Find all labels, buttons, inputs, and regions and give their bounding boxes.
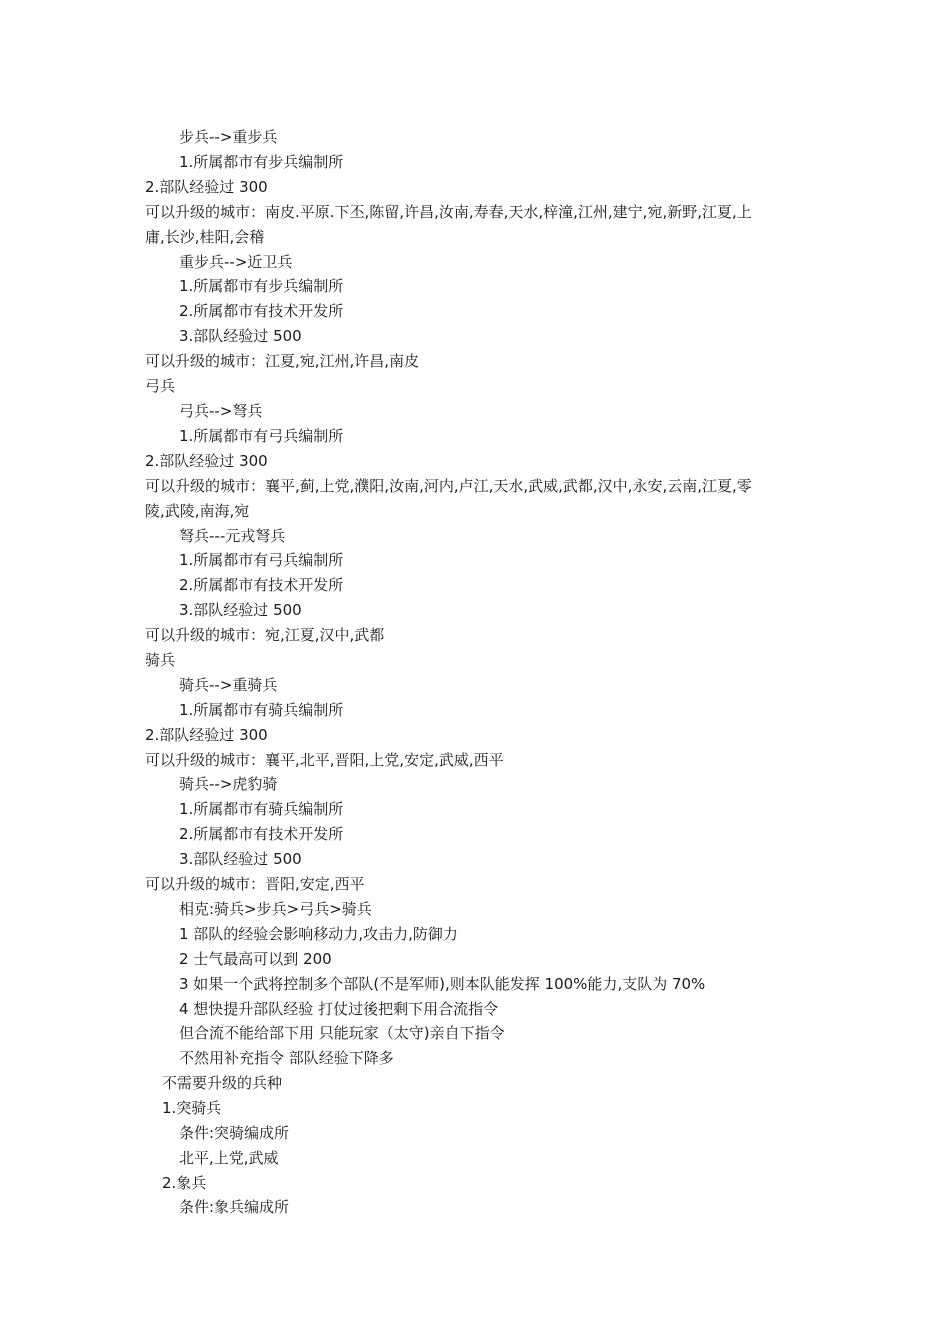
text-line: 2.部队经验过 300	[145, 178, 268, 196]
text-line: 北平,上党,武威	[179, 1149, 279, 1167]
text-line: 可以升级的城市：江夏,宛,江州,许昌,南皮	[145, 352, 420, 370]
text-line: 4 想快提升部队经验 打仗过後把剩下用合流指令	[179, 1000, 499, 1018]
text-line: 1.所属都市有步兵编制所	[179, 277, 344, 295]
text-line: 1.所属都市有步兵编制所	[179, 153, 344, 171]
text-line: 可以升级的城市：宛,江夏,汉中,武都	[145, 626, 385, 644]
text-line: 2.所属都市有技术开发所	[179, 302, 344, 320]
text-line: 1.所属都市有骑兵编制所	[179, 701, 344, 719]
text-line: 2 士气最高可以到 200	[179, 950, 332, 968]
text-line: 1.所属都市有骑兵编制所	[179, 800, 344, 818]
text-line: 弩兵---元戎弩兵	[179, 527, 286, 545]
text-line: 3 如果一个武将控制多个部队(不是军师),则本队能发挥 100%能力,支队为 70%	[179, 975, 706, 993]
text-line: 骑兵-->重骑兵	[179, 676, 278, 694]
section-heading: 骑兵	[145, 651, 176, 669]
text-line: 2.所属都市有技术开发所	[179, 825, 344, 843]
text-line: 1 部队的经验会影响移动力,攻击力,防御力	[179, 925, 458, 943]
section-heading: 不需要升级的兵种	[162, 1074, 283, 1092]
text-line: 1.所属都市有弓兵编制所	[179, 427, 344, 445]
text-line: 条件:象兵编成所	[179, 1198, 290, 1216]
text-line: 2.象兵	[162, 1174, 207, 1192]
text-line: 可以升级的城市：晋阳,安定,西平	[145, 875, 365, 893]
text-line: 陵,武陵,南海,宛	[145, 502, 250, 520]
text-line: 可以升级的城市：南皮.平原.下丕,陈留,许昌,汝南,寿春,天水,梓潼,江州,建宁,宛,新野,江夏,上	[145, 203, 752, 221]
text-line: 1.所属都市有弓兵编制所	[179, 551, 344, 569]
text-line: 步兵-->重步兵	[179, 128, 278, 146]
text-line: 骑兵-->虎豹骑	[179, 775, 278, 793]
text-line: 条件:突骑编成所	[179, 1124, 290, 1142]
text-line: 庸,长沙,桂阳,会稽	[145, 228, 265, 246]
text-line: 可以升级的城市：襄平,蓟,上党,濮阳,汝南,河内,卢江,天水,武威,武都,汉中,永安,云南,江夏,零	[145, 477, 752, 495]
text-line: 但合流不能给部下用 只能玩家（太守)亲自下指令	[179, 1024, 505, 1042]
text-line: 相克:骑兵>步兵>弓兵>骑兵	[179, 900, 372, 918]
text-line: 2.部队经验过 300	[145, 452, 268, 470]
text-line: 可以升级的城市：襄平,北平,晋阳,上党,安定,武威,西平	[145, 751, 504, 769]
text-line: 3.部队经验过 500	[179, 850, 302, 868]
text-line: 3.部队经验过 500	[179, 601, 302, 619]
text-line: 3.部队经验过 500	[179, 327, 302, 345]
section-heading: 弓兵	[145, 377, 176, 395]
text-line: 1.突骑兵	[162, 1099, 222, 1117]
text-line: 不然用补充指令 部队经验下降多	[179, 1049, 394, 1067]
text-line: 2.部队经验过 300	[145, 726, 268, 744]
text-line: 2.所属都市有技术开发所	[179, 576, 344, 594]
text-line: 重步兵-->近卫兵	[179, 253, 293, 271]
text-line: 弓兵-->弩兵	[179, 402, 263, 420]
